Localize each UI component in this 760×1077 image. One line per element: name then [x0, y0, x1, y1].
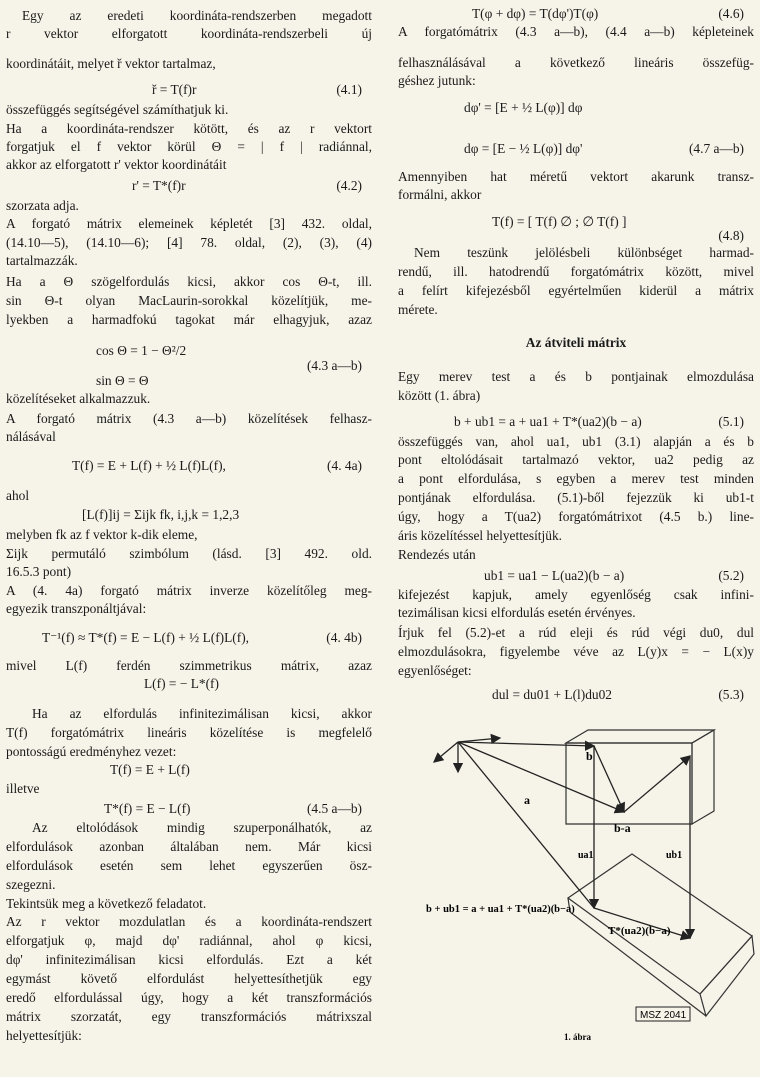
- text-line: eredő elfordulással úgy, hogy a két transzformációs: [6, 990, 372, 1005]
- text-line: Egy merev test a és b pontjainak elmozdulása: [398, 369, 754, 384]
- equation-number: (4. 4a): [327, 458, 362, 473]
- text-line: Az r vektor mozdulatlan és a koordináta-rendszert: [6, 914, 372, 929]
- text-line: tezimálisan kicsi elfordulás esetén érvényes.: [398, 605, 636, 620]
- text-line: elforgatjuk φ, majd dφ' radiánnal, ahol φ kicsi,: [6, 933, 372, 948]
- text-line: elmozdulásokra, figyelembe véve az L(y)x = − L(x)y: [398, 644, 754, 659]
- text-line: akkor az elforgatott r' vektor koordinátáit: [6, 157, 227, 172]
- text-line: rendű, ill. hatodrendű forgatómátrix között, mivel: [398, 264, 754, 279]
- equation-number: (4.7 a—b): [688, 141, 744, 156]
- text-line: kifejezést kapjuk, amely egyenlőség csak infini-: [398, 587, 754, 602]
- text-line: T(f) = [ T(f) ∅ ; ∅ T(f) ]: [492, 214, 627, 229]
- label-sum-equation: b + ub1 = a + ua1 + T*(ua2)(b−a): [426, 904, 575, 915]
- text-line: forgatjuk el f vektor körül Θ = | f | radiánnal,: [6, 139, 372, 154]
- text-line: 16.5.3 pont): [6, 564, 72, 579]
- text-line: összefüggés segítségével számíthatjuk ki.: [6, 102, 229, 117]
- text-line: lyekben a harmadfokú tagokat már elhagyjuk, azaz: [6, 312, 372, 327]
- equation-number: (5.2): [718, 568, 744, 583]
- text-line: T(φ + dφ) = T(dφ')T(φ): [472, 6, 599, 21]
- section-heading: Az átviteli mátrix: [525, 335, 627, 350]
- text-line: szorzata adja.: [6, 198, 79, 213]
- equation-number: (5.1): [718, 414, 744, 429]
- text-line: r vektor elforgatott koordináta-rendszerbeli új: [6, 26, 372, 41]
- text-line: mátrix szorzatát, egy transzformációs mátrixszal: [6, 1009, 372, 1024]
- equation-number: (4.8): [718, 228, 744, 243]
- text-line: nálásával: [6, 429, 56, 444]
- text-line: egyenlőséget:: [398, 663, 472, 678]
- text-line: úgy, hogy a T(ua2) forgatómátrixot (4.5 b.) line-: [398, 509, 754, 524]
- text-line: szegezni.: [6, 877, 56, 892]
- equation-number: (4.2): [336, 178, 362, 193]
- text-line: elfordulások azonban általában nem. Már kicsi: [6, 839, 372, 854]
- text-line: összefüggés van, ahol ua1, ub1 (3.1) alapján a és b: [398, 434, 754, 449]
- text-line: Egy az eredeti koordináta-rendszerben megadott: [22, 8, 372, 23]
- text-line: dφ = [E − ½ L(φ)] dφ': [464, 141, 583, 156]
- text-line: a pont elfordulása, s egyben a merev test minden: [398, 471, 754, 486]
- text-line: dφ' = [E + ½ L(φ)] dφ: [464, 100, 583, 115]
- text-line: formálni, akkor: [398, 187, 482, 202]
- text-line: r' = T*(f)r: [132, 178, 186, 193]
- text-line: koordinátáit, melyet ř vektor tartalmaz,: [6, 56, 216, 71]
- text-line: T*(f) = E − L(f): [104, 801, 191, 816]
- equation-number: (5.3): [718, 687, 744, 702]
- equation-number: (4.3 a—b): [306, 358, 362, 373]
- standard-label: MSZ 2041: [640, 1010, 687, 1021]
- text-line: Ha az elfordulás infinitezimálisan kicsi, akkor: [32, 706, 372, 721]
- text-line: T(f) = E + L(f) + ½ L(f)L(f),: [72, 458, 226, 473]
- text-line: pont eltolódásait tartalmazó vektor, ua2 pedig az: [398, 452, 754, 467]
- text-line: ahol: [6, 488, 30, 503]
- text-line: A forgató mátrix elemeinek képletét [3] 432. oldal,: [6, 216, 372, 231]
- equation-number: (4. 4b): [326, 630, 362, 645]
- text-line: T⁻¹(f) ≈ T*(f) = E − L(f) + ½ L(f)L(f),: [42, 630, 250, 645]
- label-rotation-term: T*(ua2)(b−a): [608, 925, 671, 937]
- text-line: dul = du01 + L(l)du02: [492, 687, 612, 702]
- figure-caption: 1. ábra: [564, 1032, 591, 1042]
- text-line: sin Θ-t olyan MacLaurin-sorokkal közelítjük, me-: [6, 293, 372, 308]
- text-line: helyettesítjük:: [6, 1028, 82, 1043]
- text-line: (14.10—5), (14.10—6); [4] 78. oldal, (2), (3), (4): [6, 235, 372, 250]
- text-line: tartalmazzák.: [6, 253, 78, 268]
- equation-number: (4.5 a—b): [306, 801, 362, 816]
- label-a: a: [524, 793, 530, 807]
- label-b: b: [586, 749, 593, 763]
- text-line: mérete.: [398, 302, 438, 317]
- text-line: közelítéseket alkalmazzuk.: [6, 391, 151, 406]
- text-line: pontjának elfordulása. (5.1)-ből fejezzük ki ub1-t: [398, 490, 754, 505]
- text-line: cos Θ = 1 − Θ²/2: [96, 343, 187, 358]
- text-line: Ha a Θ szögelfordulás kicsi, akkor cos Θ-t, ill.: [6, 274, 372, 289]
- text-line: A forgató mátrix (4.3 a—b) közelítések felhasz-: [6, 411, 372, 426]
- text-line: Nem teszünk jelölésbeli különbséget harmad-: [414, 245, 754, 260]
- text-line: melyben fk az f vektor k-dik eleme,: [6, 527, 198, 542]
- text-line: a felírt kifejezésből egyértelműen kiderül a mátrix: [398, 283, 754, 298]
- text-line: [L(f)]ij = Σijk fk, i,j,k = 1,2,3: [82, 507, 240, 522]
- equation-number: (4.1): [336, 82, 362, 97]
- text-line: A forgatómátrix (4.3 a—b), (4.4 a—b) képleteinek: [398, 24, 754, 39]
- label-b-minus-a: b-a: [614, 821, 631, 835]
- text-line: Σijk permutáló szimbólum (lásd. [3] 492. old.: [6, 546, 372, 561]
- text-line: Írjuk fel (5.2)-et a rúd eleji és rúd végi du0, dul: [398, 625, 754, 640]
- text-line: Rendezés után: [398, 547, 476, 562]
- text-line: Az eltolódások mindig szuperponálhatók, az: [32, 820, 372, 835]
- text-line: áris közelítéssel helyettesítjük.: [398, 528, 562, 543]
- text-line: ř = T(f)r: [152, 82, 197, 97]
- text-line: Ha a koordináta-rendszer kötött, és az r vektort: [6, 121, 372, 136]
- text-line: egyezik transzponáltjával:: [6, 601, 147, 616]
- label-ua1: ua1: [578, 850, 594, 861]
- text-line: A (4. 4a) forgató mátrix inverze közelítőleg meg-: [6, 583, 372, 598]
- text-line: T(f) forgatómátrix lineáris közelítése is megfelelő: [6, 725, 372, 740]
- text-line: dφ' infinitezimálisan kicsi elfordulás. Ezt a két: [6, 952, 372, 967]
- text-line: mivel L(f) ferdén szimmetrikus mátrix, azaz: [6, 658, 372, 673]
- text-line: Tekintsük meg a következő feladatot.: [6, 896, 207, 911]
- text-line: T(f) = E + L(f): [110, 762, 190, 777]
- text-line: illetve: [6, 781, 40, 796]
- label-ub1: ub1: [666, 850, 683, 861]
- text-line: pontosságú eredményhez vezet:: [6, 744, 177, 759]
- text-line: felhasználásával a következő lineáris összefüg-: [398, 55, 754, 70]
- text-line: között (1. ábra): [398, 388, 481, 403]
- text-line: elfordulások esetén sem lehet egyszerűen ösz-: [6, 858, 372, 873]
- text-line: b + ub1 = a + ua1 + T*(ua2)(b − a): [454, 414, 642, 429]
- text-line: géshez jutunk:: [398, 73, 476, 88]
- equation-number: (4.6): [718, 6, 744, 21]
- text-line: sin Θ = Θ: [96, 373, 149, 388]
- text-line: L(f) = − L*(f): [144, 676, 219, 691]
- box-original: [566, 730, 714, 824]
- figure-1: [400, 726, 755, 1046]
- text-line: ub1 = ua1 − L(ua2)(b − a): [484, 568, 625, 583]
- text-line: Amennyiben hat méretű vektort akarunk transz-: [398, 169, 754, 184]
- text-line: egymást követő elfordulást helyettesíthetjük egy: [6, 971, 372, 986]
